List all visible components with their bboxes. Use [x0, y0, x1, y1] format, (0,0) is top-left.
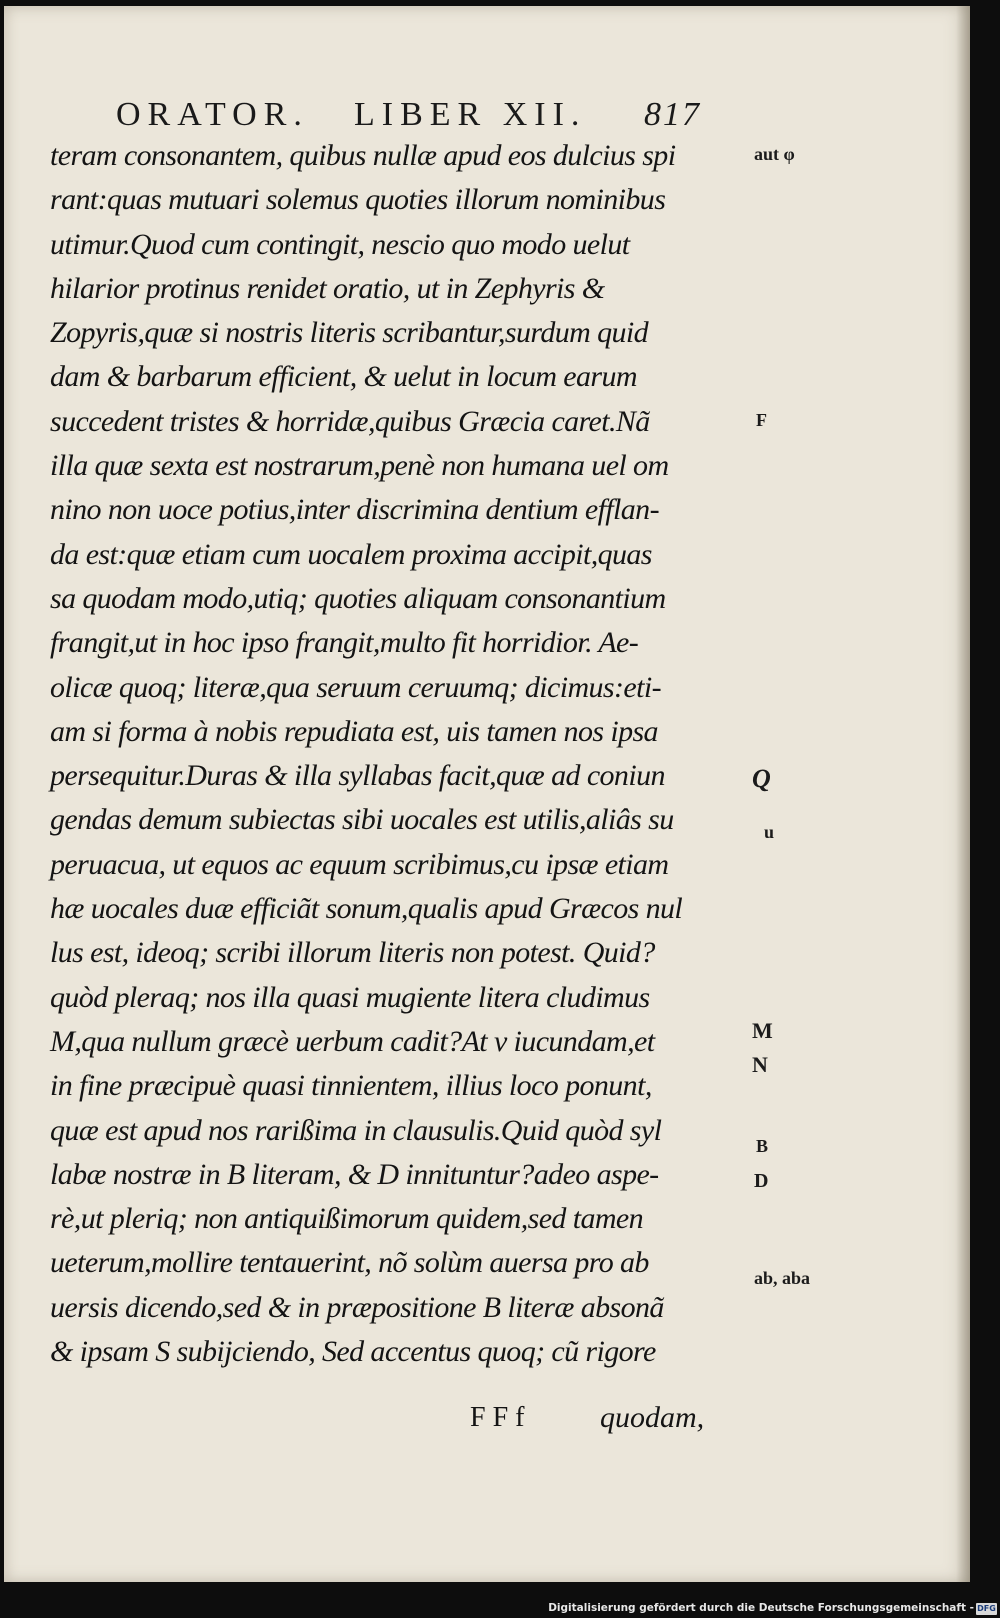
text-line: da est:quæ etiam cum uocalem proxima accipit,quas	[50, 537, 652, 571]
text-line: olicæ quoq; literæ,qua seruum ceruumq; dicimus:eti-	[50, 670, 661, 704]
text-line: teram consonantem, quibus nullæ apud eos dulcius spi	[50, 139, 676, 172]
text-line: peruacua, ut equos ac equum scribimus,cu ipsæ etiam	[50, 847, 669, 881]
signature-mark: F F f	[470, 1402, 525, 1433]
margin-note: aut φ	[754, 144, 795, 164]
margin-note: D	[754, 1170, 769, 1192]
digitization-credit: Digitalisierung gefördert durch die Deutsche Forschungsgemeinschaft -	[548, 1602, 974, 1614]
text-line: am si forma à nobis repudiata est, uis tamen nos ipsa	[50, 714, 658, 748]
text-line: in fine præcipuè quasi tinnientem, illius loco ponunt,	[50, 1069, 652, 1103]
text-line: labæ nostræ in B literam, & D innituntur?adeo aspe-	[50, 1157, 659, 1191]
margin-note: F	[756, 410, 767, 430]
page-edge-shadow	[956, 6, 970, 1582]
text-line: uersis dicendo,sed & in præpositione B literæ absonã	[50, 1290, 664, 1324]
text-line: gendas demum subiectas sibi uocales est utilis,aliâs su	[50, 803, 674, 837]
margin-note: B	[756, 1136, 769, 1156]
text-line: M,qua nullum græcè uerbum cadit?At ν iucundam,et	[50, 1024, 655, 1058]
text-line: nino non uoce potius,inter discrimina dentium efflan-	[50, 493, 659, 527]
text-line: frangit,ut in hoc ipso frangit,multo fit horridior. Ae-	[50, 626, 639, 660]
margin-note: M	[752, 1018, 773, 1043]
text-line: rè,ut pleriq; non antiquißimorum quidem,sed tamen	[50, 1202, 644, 1236]
text-line: utimur.Quod cum contingit, nescio quo modo uelut	[50, 227, 630, 261]
text-line: & ipsam S subijciendo, Sed accentus quoq; cũ rigore	[50, 1335, 656, 1369]
book-page	[4, 6, 970, 1582]
text-line: illa quæ sexta est nostrarum,penè non humana uel om	[50, 449, 669, 483]
text-line: quòd pleraq; nos illa quasi mugiente litera cludimus	[50, 980, 650, 1014]
margin-note: ab, aba	[754, 1268, 811, 1288]
text-line: persequitur.Duras & illa syllabas facit,quæ ad coniun	[50, 759, 665, 793]
page-number: 817	[644, 96, 701, 133]
catchword: quodam,	[600, 1401, 705, 1434]
text-line: sa quodam modo,utiq; quoties aliquam consonantium	[50, 581, 666, 615]
text-line: ueterum,mollire tentauerint, nõ solùm auersa pro ab	[50, 1246, 649, 1280]
dfg-logo: DFG	[977, 1604, 996, 1613]
text-line: dam & barbarum efficient, & uelut in locum earum	[50, 360, 637, 394]
body-text	[50, 134, 750, 1374]
text-line: Zopyris,quæ si nostris literis scribantur,surdum quid	[50, 316, 649, 350]
text-line: lus est, ideoq; scribi illorum literis non potest. Quid?	[50, 936, 655, 970]
text-line: rant:quas mutuari solemus quoties illorum nominibus	[50, 183, 666, 217]
margin-note: N	[752, 1052, 768, 1077]
text-line: succedent tristes & horridæ,quibus Græcia caret.Nã	[50, 404, 650, 438]
text-line: hæ uocales duæ efficiãt sonum,qualis apud Græcos nul	[50, 892, 683, 926]
margin-note: Q	[752, 764, 771, 793]
margin-note: u	[764, 822, 775, 842]
text-line: quæ est apud nos rarißima in clausulis.Quid quòd syl	[50, 1113, 662, 1147]
header-title-left: ORATOR.	[116, 96, 309, 133]
header-title-middle: LIBER XII.	[354, 96, 587, 133]
text-line: hilarior protinus renidet oratio, ut in Zephyris &	[50, 271, 605, 305]
